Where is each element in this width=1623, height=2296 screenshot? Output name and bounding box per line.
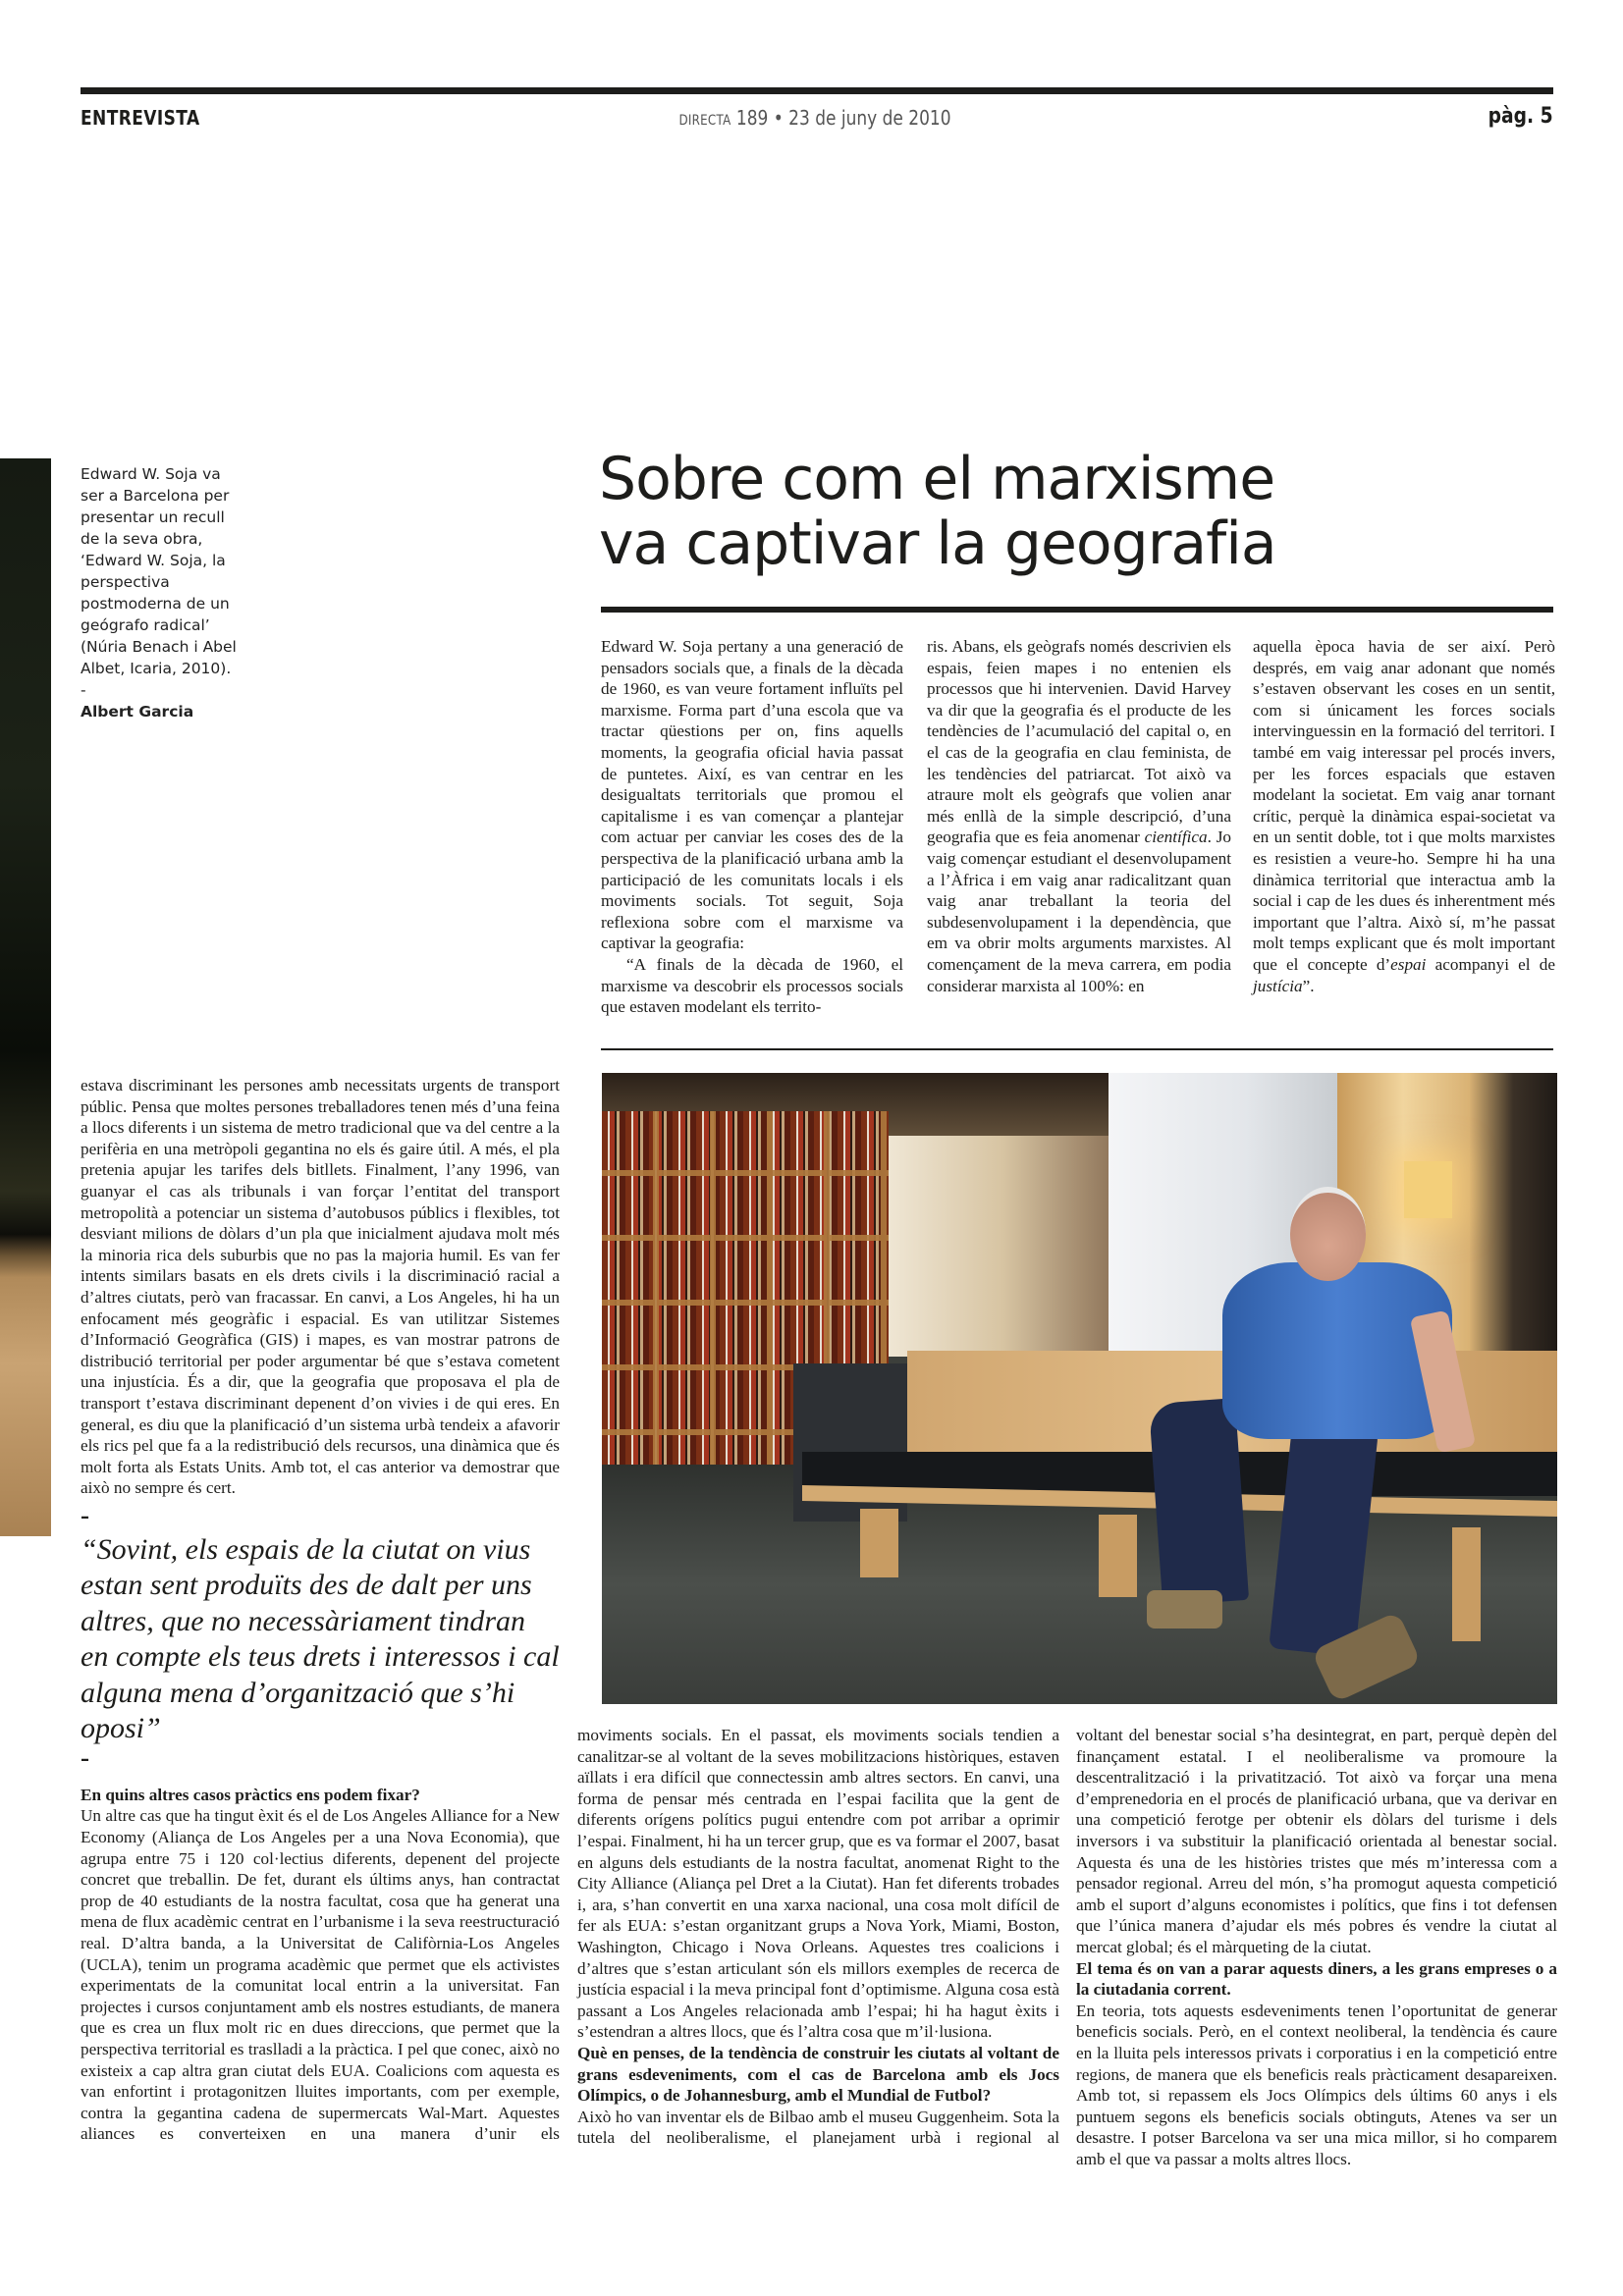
issue-info	[590, 106, 1041, 130]
interview-question: El tema és on van a parar aquests diners, a les grans empreses o a la ciutadania corrent.	[1076, 1958, 1557, 2000]
text-run: acompanyi el de	[1426, 954, 1555, 974]
pull-quote: “Sovint, els espais de la ciutat on vius estan sent produïts des de dalt per uns altres, que no necessàriament tindran en compte els teus drets i interessos i cal alguna mena d’organització que s’hi oposi”	[81, 1532, 560, 1745]
italic-term: científica	[1144, 828, 1208, 847]
intro-column-1	[601, 636, 903, 1018]
intro-paragraph	[927, 636, 1231, 996]
body-paragraph: estava discriminant les persones amb necessitats urgents de transport públic. Pensa que moltes persones treballadores tenen més d’una feina a llocs diferents i un sistema de metro tradicional que va del centre a la perifèria en una metròpoli gegantina no els és gaire útil. A més, el pla pretenia apujar les tarifes dels bitllets. Finalment, l’any 1996, van guanyar el cas als tribunals i van forçar l’entitat del transport metropolità a potenciar un sistema d’autobusos públics i flexibles, tot desviant milions de dòlars d’un pla que inicialment ajudava molt més la minoria rica dels suburbis que no pas la majoria humil. Es van fer intents similars basats en els drets civils i la discriminació racial a d’altres ciutats, però van fracassar. En canvi, a Los Angeles, hi ha un enfocament més geogràfic i espacial. Es van utilitzar Sistemes d’Informació Geogràfica (GIS) i mapes, es van mostrar patrons de distribució territorial per poder argumentar bé que s’estava cometent una injustícia. És a dir, que la geografia que proposava el pla de transport t’estava discriminant depenent d’on vivies i de qui eres. En general, es diu que la planificació d’un sistema urbà tendeix a afavorir els rics pel que fa a la redistribució dels recursos, una dinàmica que és molt forta als Estats Units. Amb tot, el cas anterior va demostrar que això no sempre és cert.	[81, 1076, 560, 1498]
page-title	[599, 447, 1561, 576]
intro-paragraph: Edward W. Soja pertany a una generació de pensadors socials que, a finals de la dècada de 1960, es van veure fortament influïts pel marxisme. Forma part d’una escola que va tractar qüestions per on, fins aquells moments, la geografia oficial havia passat de puntetes. Així, es van centrar en les desigualtats territorials que promou el capitalisme i es van començar a plantejar com actuar per canviar les coses des de la perspectiva de la planificació urbana amb la participació de les comunitats locals i els moviments socials. Tot seguit, Soja reflexiona sobre com el marxisme va captivar la geografia:	[601, 637, 903, 953]
interview-answer: Un altre cas que ha tingut èxit és el de Los Angeles Alliance for a New Economy (Aliança de Los Angeles per a una Nova Economia), que agrupa entre 75 i 120 col·lectius diferents, depenent del projecte concret que treballin. De fet, durant els últims anys, han contractat prop de 40 estudiants de la nostra facultat, cosa que ha generat una mena de flux acadèmic centrat en l’urbanisme i la seva reestructuració real. D’altra banda, a la Universitat de Califòrnia-Los Angeles (UCLA), tenim un programa acadèmic que permet que els activistes experimentats de la comunitat local entrin a la universitat. Fan projectes i cursos conjuntament amb els nostres estudiants, de manera que es crea un flux molt ric en dues direccions, que permet que la perspectiva territorial es traslladi a la pràctica. I pel que conec, això no existeix a cap altra gran ciutat dels EUA. Coalicions com aquesta es van enfortint i protagonitzen lluites importants, com per exemple, contra la gegantina cadena de supermercats Wal-Mart. Aquestes aliances es converteixen en una manera d’unir els	[81, 1806, 560, 2144]
text-run: aquella època havia de ser així. Però després, em vaig anar adonant que només s’estaven observant les coses en un sentit, com si únicament les forces socials intervinguessin en la formació del territori. I també em vaig interessar pel procés invers, per les forces espacials que estaven modelant la societat. Em vaig anar tornant crític, perquè la dinàmica espai-societat va en un sentit doble, tot i que molts marxistes es resistien a veure-ho. Sempre hi ha una dinàmica territorial que interactua amb la social i cap de les dues és inherentment més important que l’altra. Això sí, m’he passat molt temps explicant que és molt important que el concepte d’	[1253, 637, 1555, 974]
italic-term: justícia	[1253, 976, 1303, 995]
interview-answer: voltant del benestar social s’ha desintegrat, en part, perquè depèn del finançament estatal. I el neoliberalisme va promoure la descentralització i la privatització. Tot això va forçar una mena d’emprenedoria en el procés de planificació urbana, que va derivar en una competició ferotge per obtenir els dòlars del turisme i dels inversors i va substituir la planificació orientada al benestar social. Aquesta és una de les històries tristes que més m’interessa com a pensador regional. Arreu del món, s’ha promogut aquesta competició amb el suport d’alguns economistes i polítics, que fins i tot defensen que l’única manera d’ajudar els més pobres és vendre la ciutat al mercat global; és el màrqueting de la ciutat.	[1076, 1726, 1557, 1956]
headline-line-2: va captivar la geografia	[599, 509, 1276, 578]
top-rule	[81, 87, 1553, 94]
pullquote-dash: –	[81, 1506, 89, 1527]
man-head	[1290, 1187, 1367, 1281]
intro-paragraph: “A finals de la dècada de 1960, el marxisme va descobrir els processos socials que estaven modelant els territo-	[601, 954, 903, 1017]
wall-lamp	[1404, 1161, 1452, 1218]
interview-answer: En teoria, tots aquests esdeveniments tenen l’oportunitat de generar beneficis socials. Però, en el context neoliberal, la tendència és caure en la lluita pels interessos privats i corporatius i en la competició entre regions, de manera que els beneficis reals pràcticament desapareixen. Amb tot, si repassem els Jocs Olímpics dels últims 60 anys i els puntuem segons els beneficis socials obtinguts, Atenes va ser un desastre. I potser Barcelona va ser una mica millor, si ho comparem amb el que va passar a molts altres llocs.	[1076, 2001, 1557, 2168]
text-run: . Jo vaig començar estudiant el desenvolupament a l’Àfrica i em vaig anar radicalitzant quan vaig anar treballant la teoria del subdesenvolupament i la dependència, que em va obrir molts arguments marxistes. Al començament de la meva carrera, em podia considerar marxista al 100%: en	[927, 828, 1231, 995]
body-column-3	[1076, 1725, 1557, 2169]
interview-photo	[602, 1073, 1557, 1704]
intro-paragraph	[1253, 636, 1555, 996]
photo-caption	[81, 463, 238, 722]
issue-date: 189 • 23 de juny de 2010	[735, 106, 951, 130]
man-trousers-left	[1149, 1399, 1249, 1606]
page-number: pàg. 5	[1488, 104, 1553, 129]
headline-line-1: Sobre com el marxisme	[599, 445, 1275, 513]
bench-leg	[1099, 1515, 1137, 1597]
headline-rule	[601, 607, 1553, 613]
photo-credit: Albert Garcia	[81, 703, 194, 721]
interview-question: Què en penses, de la tendència de construir les ciutats al voltant de grans esdeveniments, com el cas de Barcelona amb els Jocs Olímpics, o de Johannesburg, amb el Mundial de Futbol?	[577, 2043, 1059, 2106]
interview-answer: Això ho van inventar els de Bilbao amb el museu Guggenheim. Sota la tutela del neoliberalisme, el planejament urbà i regional al	[577, 2107, 1059, 2148]
text-run: ”.	[1302, 976, 1315, 995]
bench-leg	[860, 1509, 898, 1578]
caption-text: Edward W. Soja va ser a Barcelona per presentar un recull de la seva obra, ‘Edward W. Soja, la perspectiva postmoderna de un geógrafo radical’ (Núria Benach i Abel Albet, Icaria, 2010).	[81, 465, 237, 677]
man-sandal	[1147, 1590, 1223, 1629]
bench-leg	[1452, 1527, 1481, 1641]
body-column-1	[81, 1075, 560, 2145]
left-photo-edge	[0, 458, 51, 1536]
intro-column-2	[927, 636, 1231, 996]
back-wall	[889, 1136, 1118, 1357]
intro-column-3	[1253, 636, 1555, 996]
pullquote-end-dash: –	[81, 1748, 89, 1770]
body-column-2	[577, 1725, 1059, 2149]
interview-question: En quins altres casos pràctics ens podem fixar?	[81, 1785, 420, 1804]
intro-rule	[601, 1048, 1553, 1050]
caption-dash: -	[81, 681, 86, 699]
text-run: ris. Abans, els geògrafs només descrivien els espais, feien mapes i no entenien els processos que hi intervenien. David Harvey va dir que la geografia és el producte de les tendències de l’acumulació del capital o, en el cas de la geografia en clau feminista, de les tendències del patriarcat. Tot això va atraure molt els geògrafs que volien anar més enllà de la simple descripció, d’una geografia que es feia anomenar	[927, 637, 1231, 847]
publication-name: DIRECTA	[678, 113, 731, 129]
interview-answer: moviments socials. En el passat, els moviments socials tendien a canalitzar-se al voltant de la seves mobilitzacions històriques, estaven aïllats i era difícil que connectessin amb altres sectors. En canvi, una forma de pensar més centrada en l’espai facilita que la gent de diferents orígens polítics pugui entendre com pot arribar a oprimir l’espai. Finalment, hi ha un tercer grup, que es va formar el 2007, basat en alguns dels estudiants de la nostra facultat, anomenat Right to the City Alliance (Aliança pel Dret a la Ciutat). Han fet diferents trobades i, ara, s’han convertit en una xarxa nacional, una cosa molt difícil de fer als EUA: s’estan organitzant grups a Nova York, Miami, Boston, Washington, Chicago i Nova Orleans. Aquestes tres coalicions i d’altres que s’estan articulant són els millors exemples de recerca de justícia espacial i la meva principal font d’optimisme. Alguna cosa està passant a Los Angeles relacionada amb l’espai; hi ha hagut èxits i s’estendran a altres llocs, que és l’altra cosa que m’il·lusiona.	[577, 1726, 1059, 2042]
italic-term: espai	[1390, 954, 1427, 974]
section-label: ENTREVISTA	[81, 106, 200, 130]
